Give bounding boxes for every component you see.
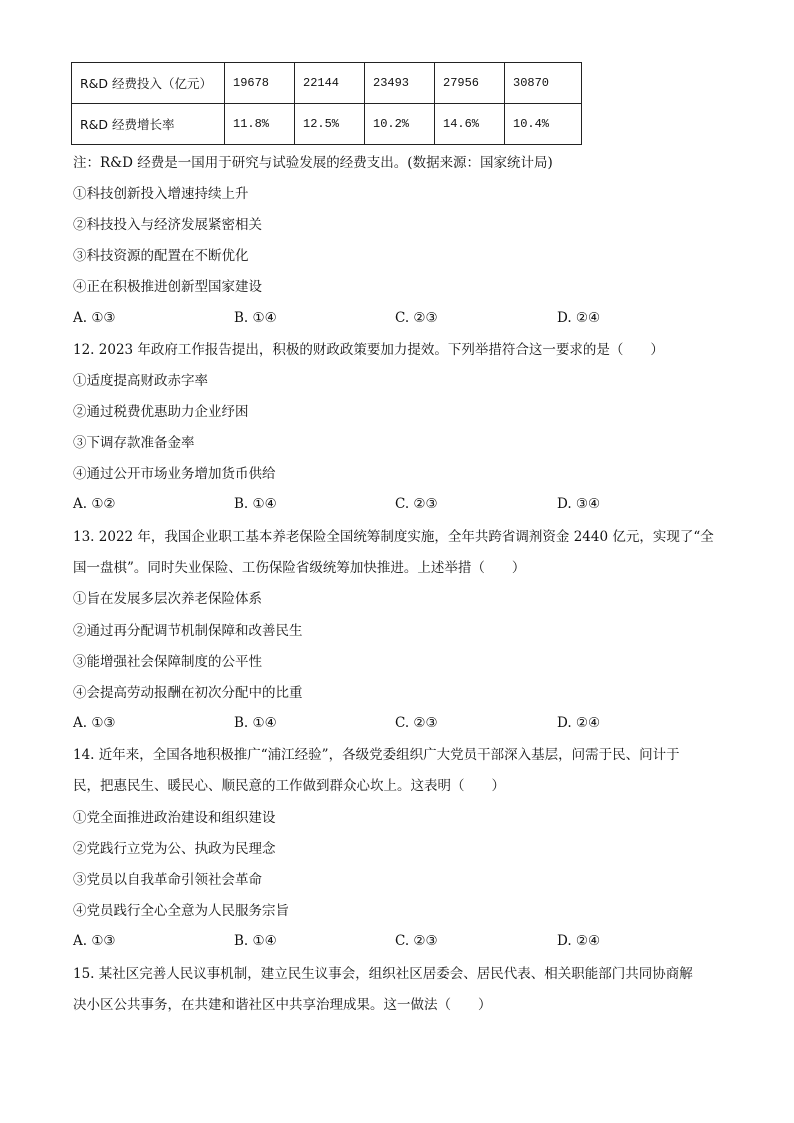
option-a[interactable]: A. ①③ — [73, 933, 116, 949]
option-c[interactable]: C. ②③ — [395, 715, 438, 731]
q11-item-4: ④正在积极推进创新型国家建设 — [73, 279, 262, 295]
option-b[interactable]: B. ①④ — [234, 933, 277, 949]
q13-item-4: ④会提高劳动报酬在初次分配中的比重 — [73, 685, 303, 701]
option-d[interactable]: D. ③④ — [557, 496, 601, 512]
table-cell: 30870 — [505, 63, 582, 104]
table-cell: 10.4% — [505, 104, 582, 145]
option-a[interactable]: A. ①③ — [73, 310, 116, 326]
q14-options — [73, 933, 633, 951]
q13-item-1: ①旨在发展多层次养老保险体系 — [73, 591, 262, 607]
option-d[interactable]: D. ②④ — [557, 715, 601, 731]
option-b[interactable]: B. ①④ — [234, 310, 277, 326]
option-c[interactable]: C. ②③ — [395, 496, 438, 512]
table-note: 注：R&D 经费是一国用于研究与试验发展的经费支出。(数据来源：国家统计局) — [73, 155, 553, 171]
table-cell: 19678 — [225, 63, 295, 104]
q13-item-2: ②通过再分配调节机制保障和改善民生 — [73, 623, 303, 639]
q13-options — [73, 715, 633, 733]
option-b[interactable]: B. ①④ — [234, 496, 277, 512]
row-header: R&D 经费投入（亿元） — [72, 63, 225, 104]
table-row — [72, 104, 582, 145]
q11-options — [73, 310, 633, 328]
q11-item-2: ②科技投入与经济发展紧密相关 — [73, 217, 262, 233]
table-row — [72, 63, 582, 104]
q14-item-1: ①党全面推进政治建设和组织建设 — [73, 810, 276, 826]
q15-stem-line-2: 决小区公共事务，在共建和谐社区中共享治理成果。这一做法（ ） — [73, 997, 492, 1013]
q13-item-3: ③能增强社会保障制度的公平性 — [73, 654, 262, 670]
q14-stem-line-2: 民，把惠民生、暖民心、顺民意的工作做到群众心坎上。这表明（ ） — [73, 778, 505, 794]
q12-item-4: ④通过公开市场业务增加货币供给 — [73, 466, 276, 482]
q12-item-1: ①适度提高财政赤字率 — [73, 373, 208, 389]
q11-item-3: ③科技资源的配置在不断优化 — [73, 248, 249, 264]
option-a[interactable]: A. ①② — [73, 496, 116, 512]
q13-stem-line-1: 13. 2022 年，我国企业职工基本养老保险全国统筹制度实施，全年共跨省调剂资金 2440 亿元，实现了“全 — [73, 529, 714, 545]
q14-stem-line-1: 14. 近年来，全国各地积极推广“浦江经验”，各级党委组织广大党员干部深入基层，问需于民、问计于 — [73, 747, 680, 763]
q12-options — [73, 496, 633, 514]
q12-item-3: ③下调存款准备金率 — [73, 435, 195, 451]
option-d[interactable]: D. ②④ — [557, 310, 601, 326]
q14-item-3: ③党员以自我革命引领社会革命 — [73, 872, 262, 888]
q12-stem: 12. 2023 年政府工作报告提出，积极的财政政策要加力提效。下列举措符合这一要求的是（ ） — [73, 342, 664, 358]
table-cell: 12.5% — [295, 104, 365, 145]
q13-stem-line-2: 国一盘棋”。同时失业保险、工伤保险省级统筹加快推进。上述举措（ ） — [73, 560, 526, 576]
table-cell: 11.8% — [225, 104, 295, 145]
q12-item-2: ②通过税费优惠助力企业纾困 — [73, 404, 249, 420]
option-d[interactable]: D. ②④ — [557, 933, 601, 949]
option-b[interactable]: B. ①④ — [234, 715, 277, 731]
row-header: R&D 经费增长率 — [72, 104, 225, 145]
q14-item-4: ④党员践行全心全意为人民服务宗旨 — [73, 903, 289, 919]
table-cell: 27956 — [435, 63, 505, 104]
table-cell: 14.6% — [435, 104, 505, 145]
table-cell: 23493 — [365, 63, 435, 104]
q15-stem-line-1: 15. 某社区完善人民议事机制，建立民生议事会，组织社区居委会、居民代表、相关职能部门共同协商解 — [73, 966, 693, 982]
q14-item-2: ②党践行立党为公、执政为民理念 — [73, 841, 276, 857]
option-a[interactable]: A. ①③ — [73, 715, 116, 731]
option-c[interactable]: C. ②③ — [395, 933, 438, 949]
option-c[interactable]: C. ②③ — [395, 310, 438, 326]
q11-item-1: ①科技创新投入增速持续上升 — [73, 186, 249, 202]
table-cell: 10.2% — [365, 104, 435, 145]
table-cell: 22144 — [295, 63, 365, 104]
rd-expenditure-table — [71, 62, 582, 145]
